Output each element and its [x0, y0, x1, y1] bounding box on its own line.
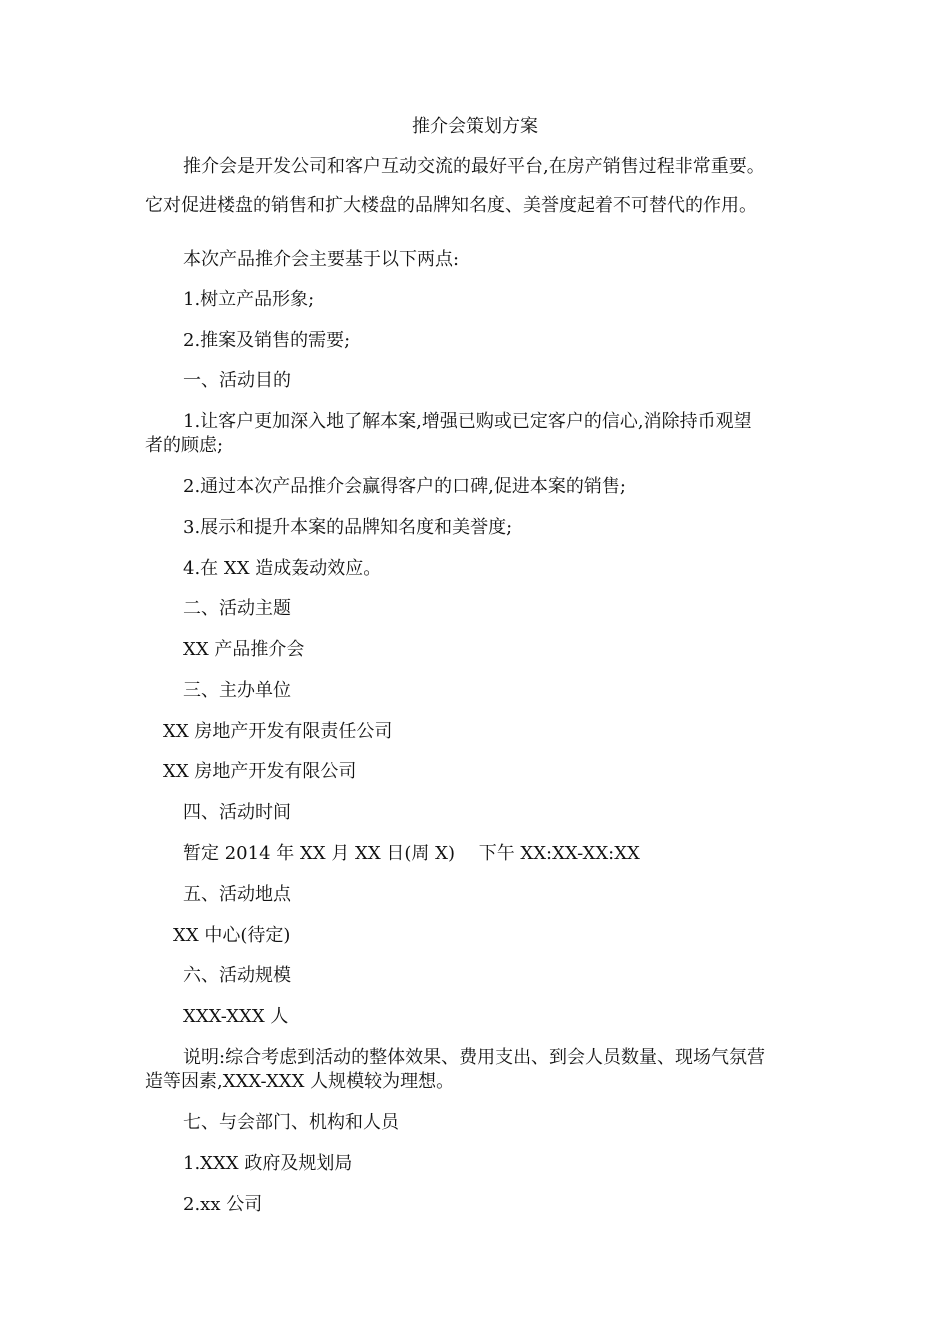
section-4-value: 暂定 2014 年 XX 月 XX 日(周 X) 下午 XX:XX-XX:XX: [183, 843, 640, 864]
basis-item-1: 1.树立产品形象;: [183, 289, 315, 310]
section-5-value: XX 中心(待定): [173, 925, 291, 946]
section-2-heading: 二、活动主题: [183, 598, 291, 619]
section-1-item-3: 3.展示和提升本案的品牌知名度和美誉度;: [183, 517, 513, 538]
section-7-item-2: 2.xx 公司: [183, 1194, 263, 1215]
section-3-organizer-1: XX 房地产开发有限责任公司: [163, 721, 393, 742]
section-4-heading: 四、活动时间: [183, 802, 291, 823]
basis-item-2: 2.推案及销售的需要;: [183, 330, 351, 351]
section-1-item-4: 4.在 XX 造成轰动效应。: [183, 558, 382, 579]
section-1-item-2: 2.通过本次产品推介会赢得客户的口碑,促进本案的销售;: [183, 476, 626, 497]
section-6-value: XXX-XXX 人: [183, 1006, 289, 1027]
section-6-heading: 六、活动规模: [183, 965, 291, 986]
intro-paragraph-line-2: 它对促进楼盘的销售和扩大楼盘的品牌知名度、美誉度起着不可替代的作用。: [145, 195, 757, 216]
section-7-item-1: 1.XXX 政府及规划局: [183, 1153, 353, 1174]
section-3-organizer-2: XX 房地产开发有限公司: [163, 761, 357, 782]
intro-paragraph-line-1: 推介会是开发公司和客户互动交流的最好平台,在房产销售过程非常重要。: [183, 156, 765, 177]
section-1-heading: 一、活动目的: [183, 370, 291, 391]
section-7-heading: 七、与会部门、机构和人员: [183, 1112, 399, 1133]
basis-heading: 本次产品推介会主要基于以下两点:: [183, 249, 460, 270]
document-title: 推介会策划方案: [412, 116, 538, 137]
section-1-item-1-line-1: 1.让客户更加深入地了解本案,增强已购或已定客户的信心,消除持币观望: [183, 411, 752, 432]
section-2-value: XX 产品推介会: [183, 639, 305, 660]
section-1-item-1-line-2: 者的顾虑;: [145, 435, 224, 456]
section-3-heading: 三、主办单位: [183, 680, 291, 701]
section-5-heading: 五、活动地点: [183, 884, 291, 905]
section-6-note-line-1: 说明:综合考虑到活动的整体效果、费用支出、到会人员数量、现场气氛营: [183, 1047, 766, 1068]
section-6-note-line-2: 造等因素,XXX-XXX 人规模较为理想。: [145, 1071, 455, 1092]
